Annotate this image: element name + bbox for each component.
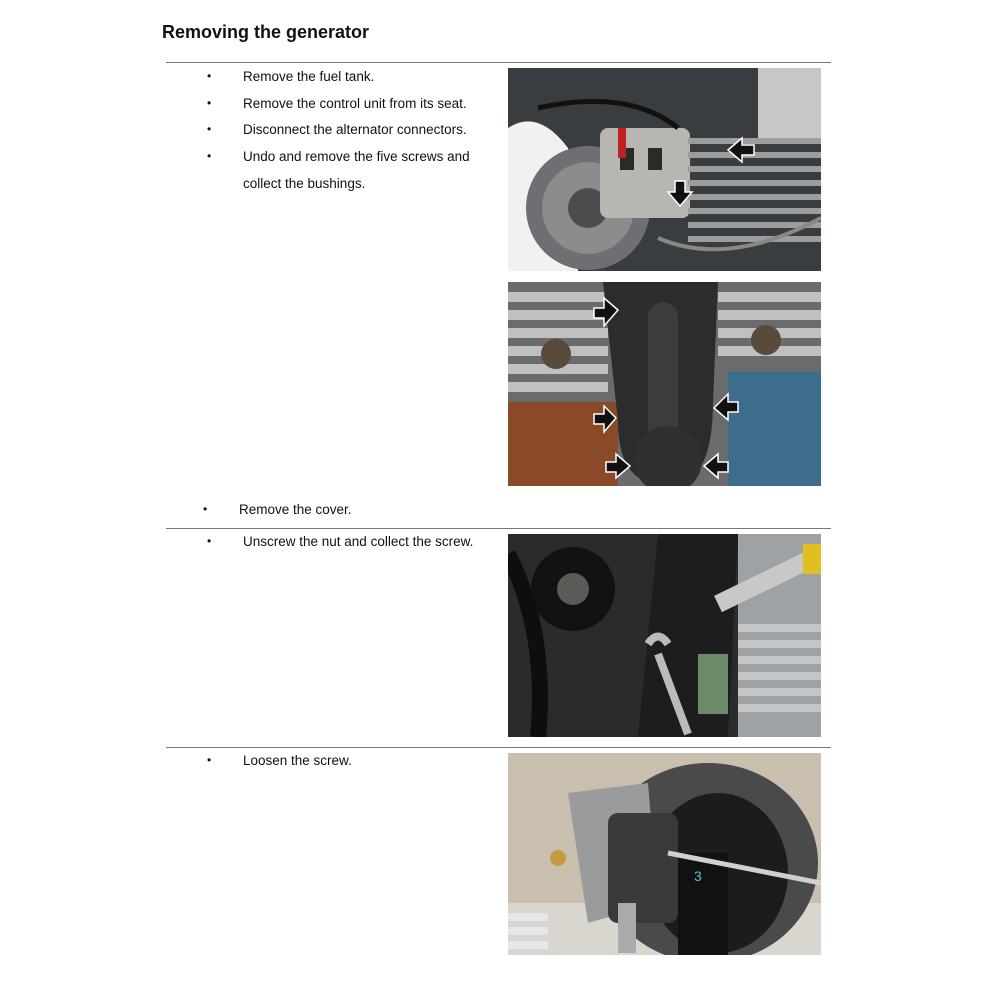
bullet-icon: • [207, 122, 212, 136]
step-text: Undo and remove the five screws and [243, 149, 470, 164]
photo-cover-screws [508, 282, 821, 486]
step-item [207, 747, 352, 774]
photo-loosen-screw [508, 753, 821, 955]
photo-nut-screw [508, 534, 821, 737]
bullet-icon: • [203, 502, 208, 516]
photo-alternator-connectors [508, 68, 821, 271]
step-item [203, 496, 352, 523]
step-text: Disconnect the alternator connectors. [243, 122, 467, 137]
step-text: Unscrew the nut and collect the screw. [243, 534, 474, 549]
step-text: Remove the control unit from its seat. [243, 96, 467, 111]
bullet-icon: • [207, 69, 212, 83]
step-text: Remove the cover. [239, 502, 352, 517]
bullet-icon: • [207, 96, 212, 110]
step-item [207, 528, 474, 555]
step-text: Remove the fuel tank. [243, 69, 375, 84]
step-item [207, 116, 467, 143]
step-item [207, 63, 375, 90]
page-title: Removing the generator [162, 22, 370, 42]
step-text: collect the bushings. [243, 176, 366, 191]
step-item [207, 143, 470, 170]
bullet-icon: • [207, 753, 212, 767]
step-text: Loosen the screw. [243, 753, 352, 768]
step-item [207, 90, 467, 117]
belt-marking: 3 [694, 868, 702, 884]
bullet-icon: • [207, 149, 212, 163]
bullet-icon: • [207, 534, 212, 548]
step-item-continuation [243, 170, 365, 197]
